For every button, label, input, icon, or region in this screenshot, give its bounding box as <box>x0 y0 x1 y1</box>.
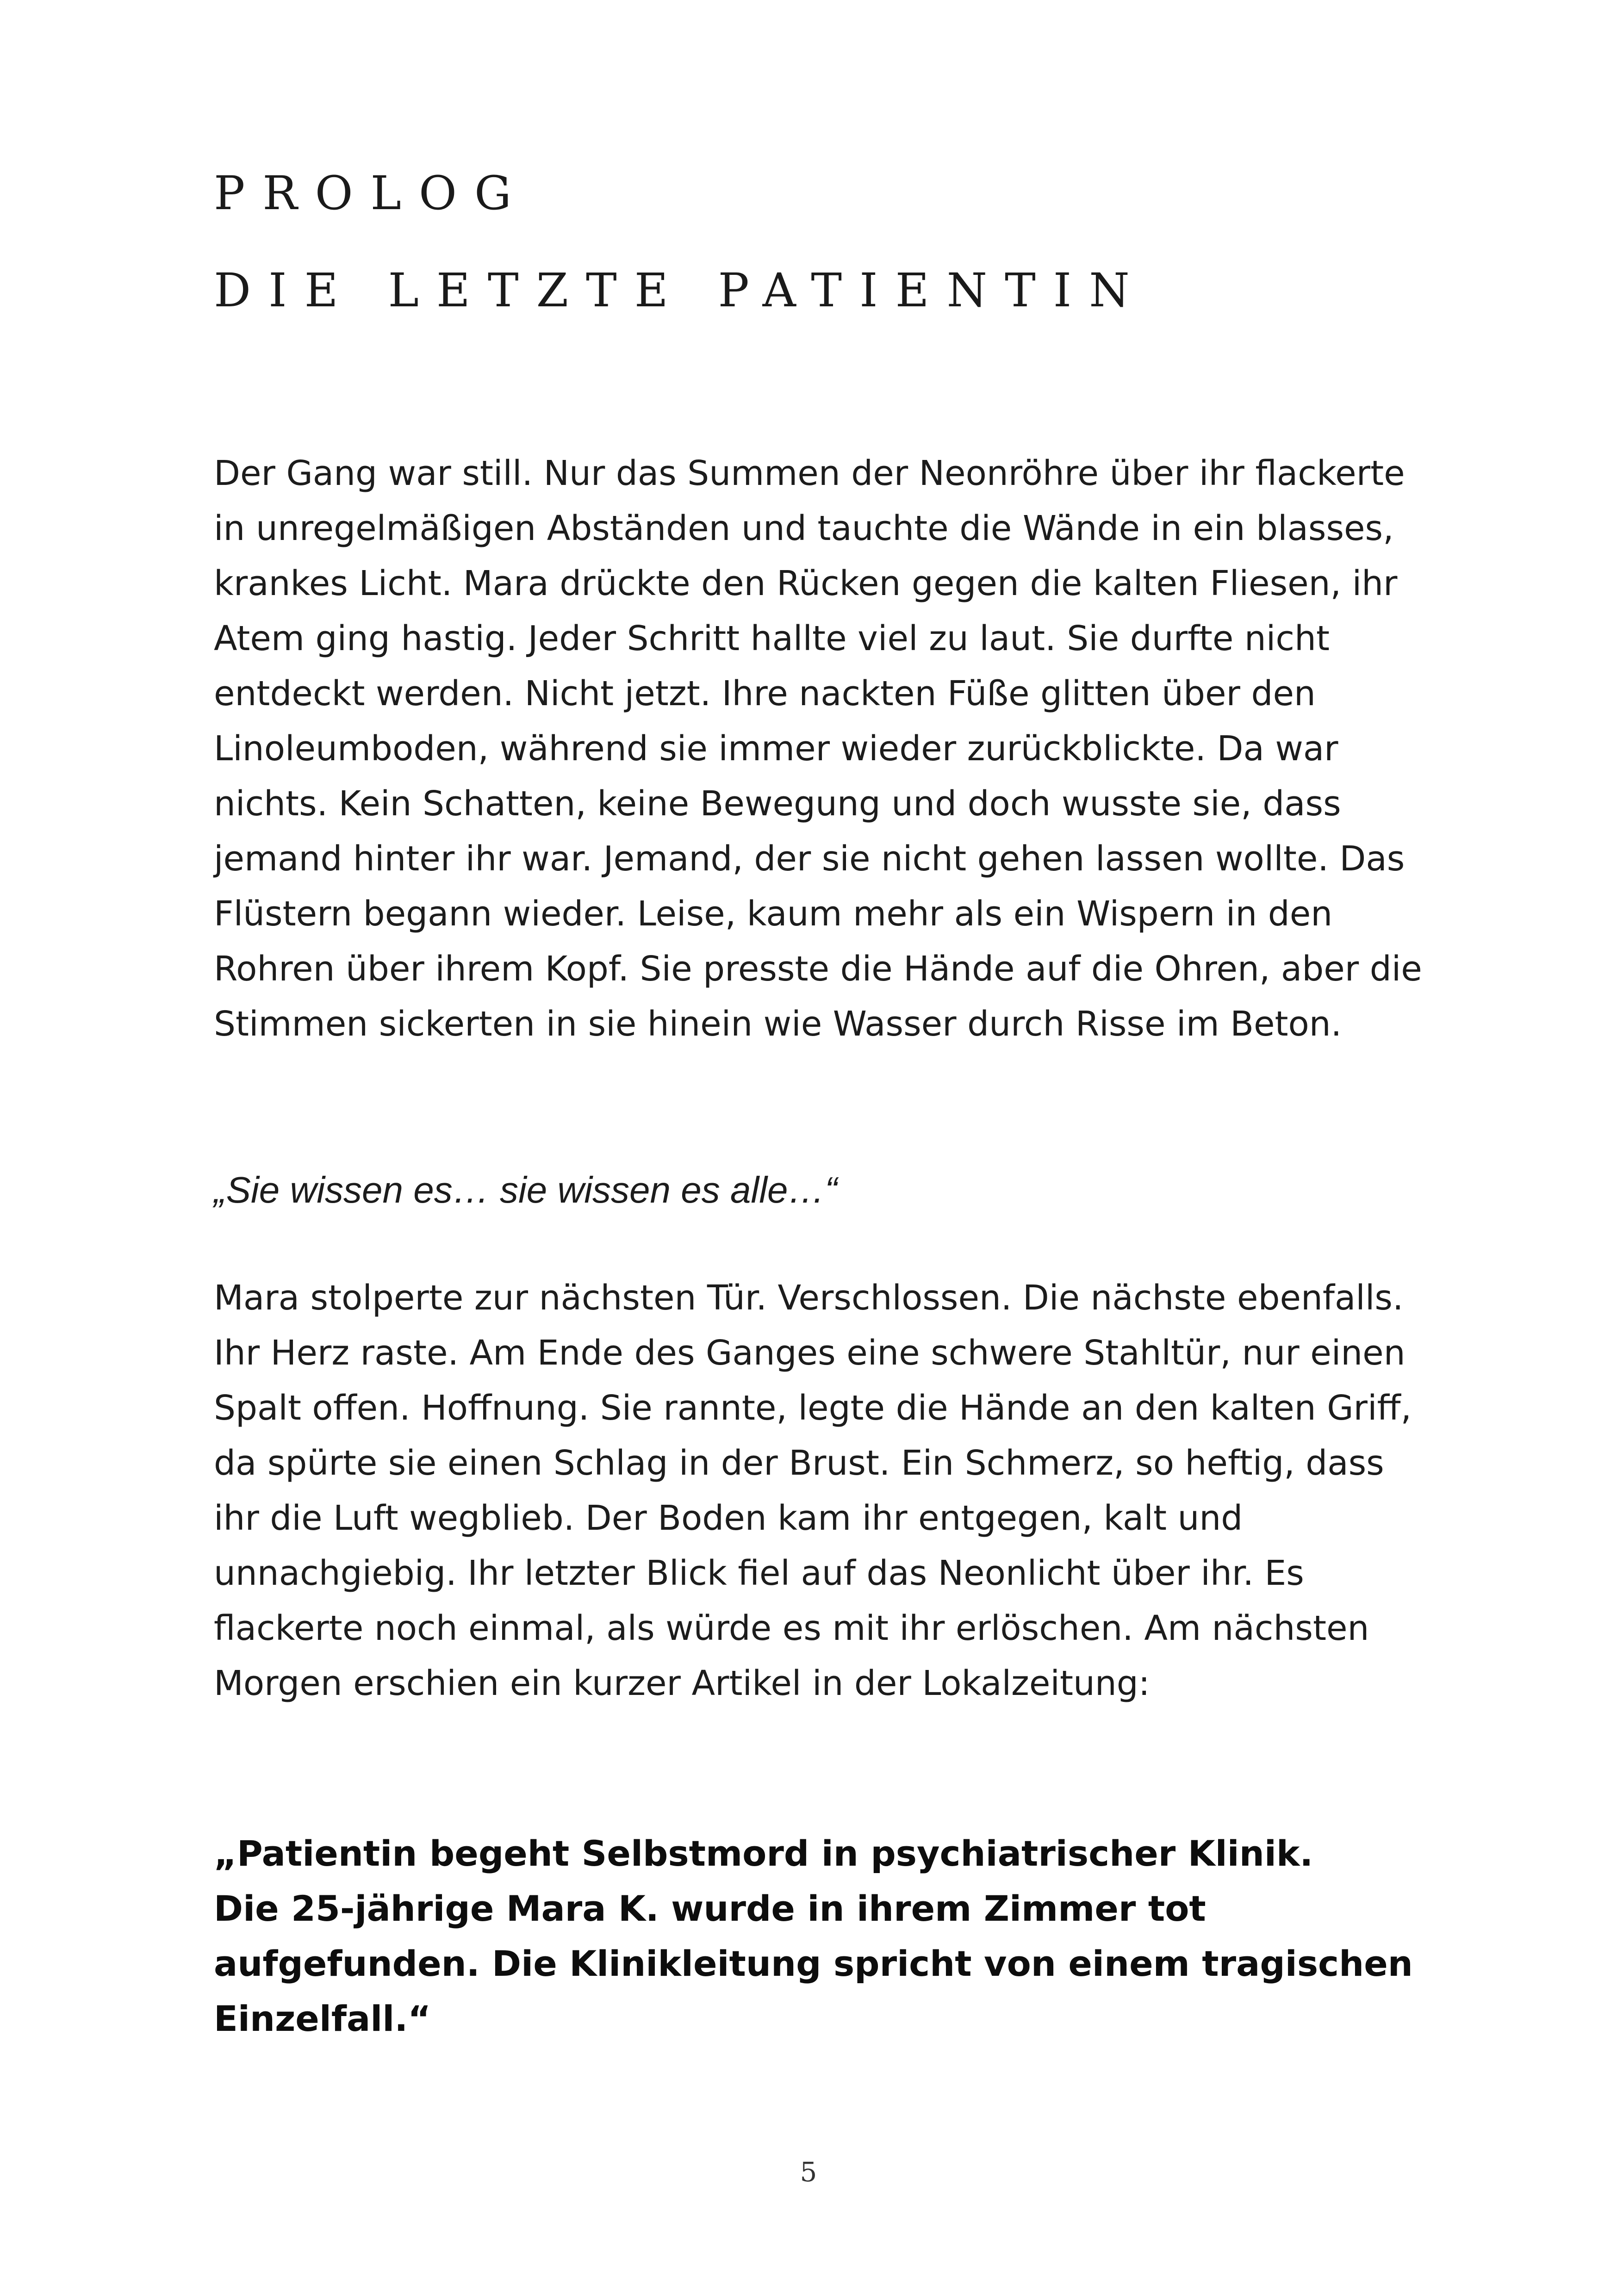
page-number: 5 <box>800 2156 817 2188</box>
paragraph-whisper-quote: „Sie wissen es… sie wissen es alle…“ <box>214 1169 838 1210</box>
newspaper-headline: „Patientin begeht Selbstmord in psychiatrischer Klinik. <box>214 1833 1313 1874</box>
newspaper-quote <box>214 1826 1436 2046</box>
paragraph-opening: Der Gang war still. Nur das Summen der Neonröhre über ihr flackerte in unregelmäßigen Abständen und tauchte die Wände in ein blasses, krankes Licht. Mara drückte den Rücken gegen die kalten Fliesen, ihr Atem ging hastig. Jeder Schritt hallte viel zu laut. Sie durfte nicht entdeckt werden. Nicht jetzt. Ihre nackten Füße glitten über den Linoleumboden, während sie immer wieder zurückblickte. Da war nichts. Kein Schatten, keine Bewegung und doch wusste sie, dass jemand hinter ihr war. Jemand, der sie nicht gehen lassen wollte. Das Flüstern begann wieder. Leise, kaum mehr als ein Wispern in den Rohren über ihrem Kopf. Sie presste die Hände auf die Ohren, aber die Stimmen sickerten in sie hinein wie Wasser durch Risse im Beton. <box>214 453 1422 1044</box>
paragraph-escape: Mara stolperte zur nächsten Tür. Verschlossen. Die nächste ebenfalls. Ihr Herz raste. Am Ende des Ganges eine schwere Stahltür, nur einen Spalt offen. Hoffnung. Sie rannte, legte die Hände an den kalten Griff, da spürte sie einen Schlag in der Brust. Ein Schmerz, so heftig, dass ihr die Luft wegblieb. Der Boden kam ihr entgegen, kalt und unnachgiebig. Ihr letzter Blick fiel auf das Neonlicht über ihr. Es flackerte noch einmal, als würde es mit ihr erlöschen. Am nächsten Morgen erschien ein kurzer Artikel in der Lokalzeitung: <box>214 1278 1412 1703</box>
chapter-title: DIE LETZTE PATIENTIN <box>214 263 1147 317</box>
newspaper-body: Die 25-jährige Mara K. wurde in ihrem Zimmer tot aufgefunden. Die Klinikleitung spricht von einem tragischen Einzelfall.“ <box>214 1888 1413 2039</box>
chapter-label: PROLOG <box>214 166 529 220</box>
